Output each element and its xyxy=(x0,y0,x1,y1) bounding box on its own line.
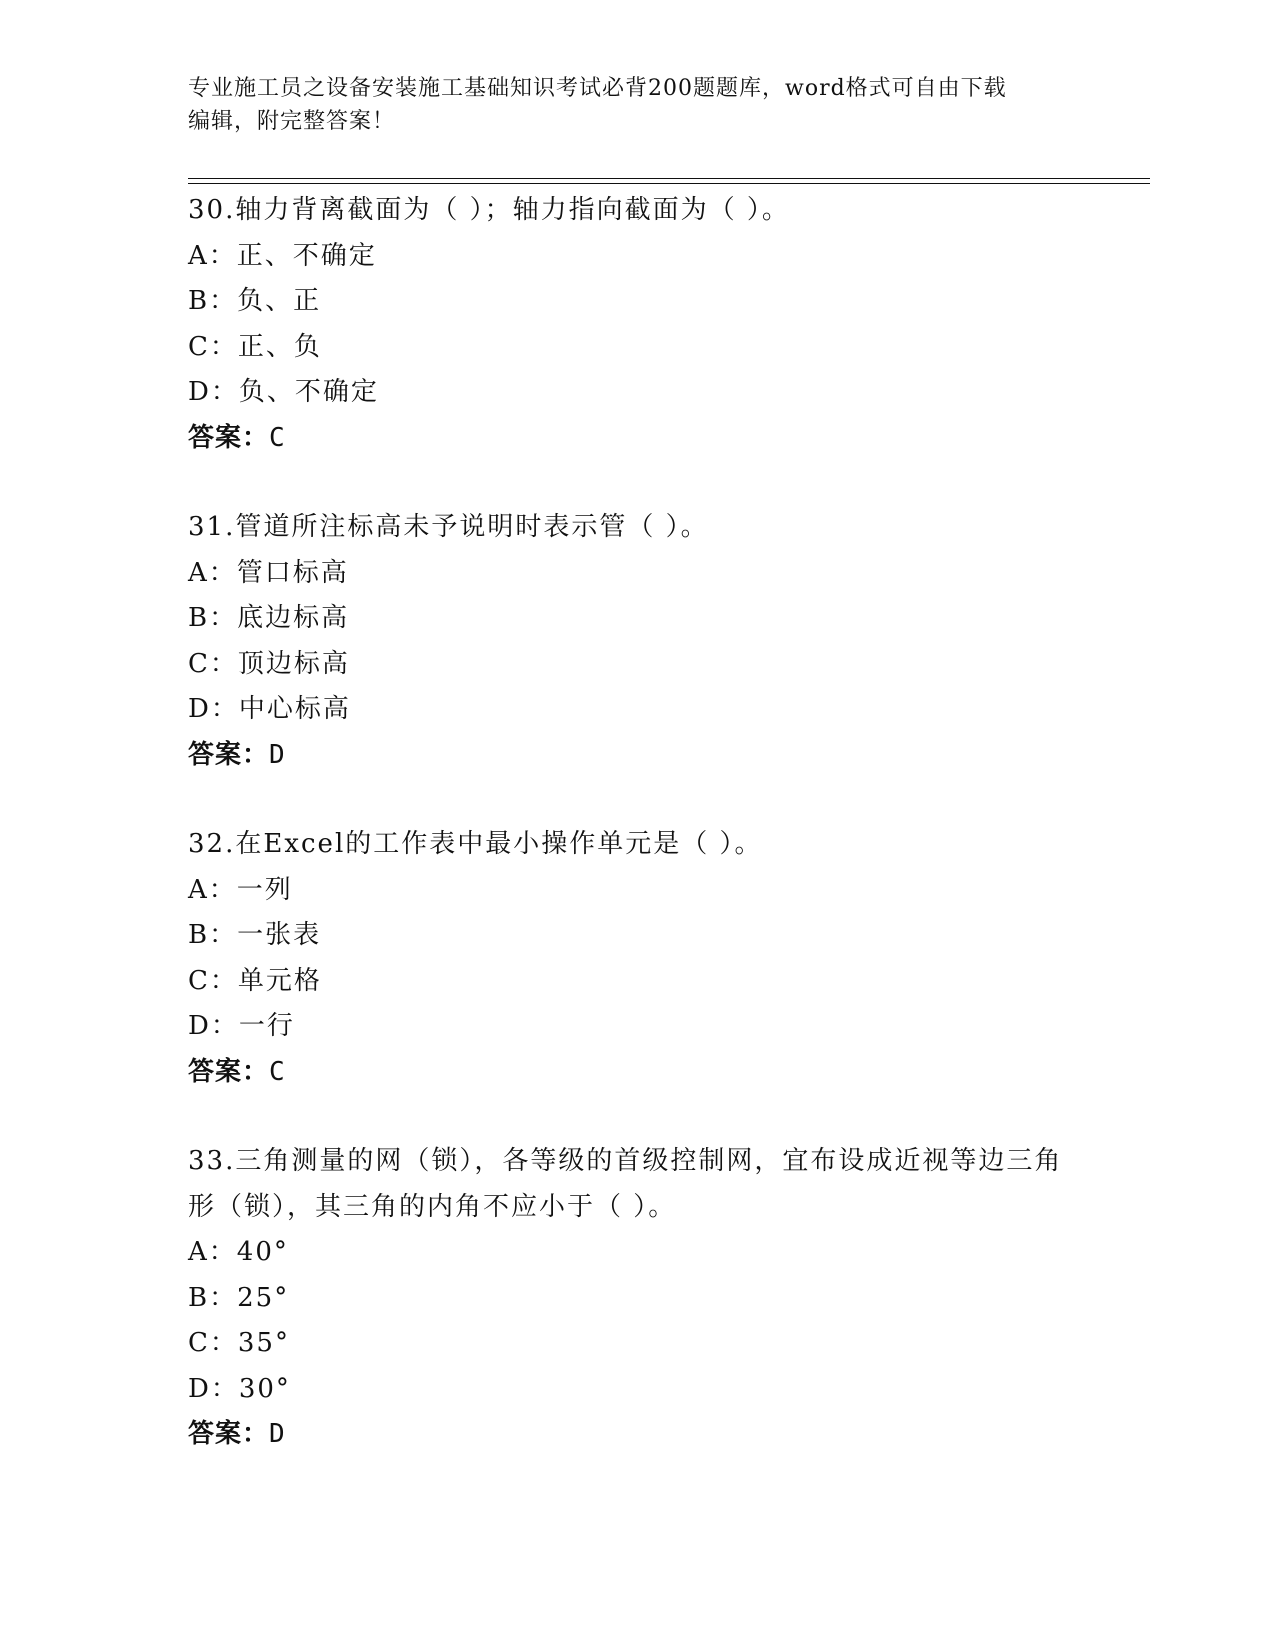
answer-value: D xyxy=(269,1419,286,1449)
option-a: A：一列 xyxy=(188,874,293,905)
answer-label: 答案： xyxy=(188,1419,270,1449)
option-d: D：负、不确定 xyxy=(188,377,379,407)
question-stem: 33.三角测量的网（锁），各等级的首级控制网，宜布设成近视等边三角形（锁），其三角的内角不应小于（ ）。 xyxy=(188,1146,1063,1222)
question-30 xyxy=(188,188,1088,461)
header-line-1: 专业施工员之设备安装施工基础知识考试必背200题题库，word格式可自由下载 xyxy=(188,76,1007,101)
option-a: A：40° xyxy=(188,1237,289,1267)
question-list xyxy=(188,188,1088,1458)
answer-line xyxy=(188,733,1088,779)
option-c: C：顶边标高 xyxy=(188,648,350,679)
option-b: B：一张表 xyxy=(188,920,322,950)
question-33 xyxy=(188,1139,1088,1458)
option-c: C：单元格 xyxy=(188,965,322,996)
answer-line xyxy=(188,416,1088,462)
question-31 xyxy=(188,505,1088,778)
option-b: B：底边标高 xyxy=(188,603,350,633)
answer-value: C xyxy=(269,1056,286,1087)
question-stem: 31.管道所注标高未予说明时表示管（ ）。 xyxy=(188,512,709,542)
option-a: A：正、不确定 xyxy=(188,240,377,271)
header-line-2: 编辑，附完整答案！ xyxy=(188,109,396,134)
option-c: C：35° xyxy=(188,1328,290,1358)
question-stem: 32.在Excel的工作表中最小操作单元是（ ）。 xyxy=(188,829,763,859)
answer-value: C xyxy=(269,422,286,453)
option-b: B：负、正 xyxy=(188,286,322,316)
option-d: D：一行 xyxy=(188,1011,295,1041)
answer-label: 答案： xyxy=(188,1056,270,1087)
answer-value: D xyxy=(269,739,286,770)
option-a: A：管口标高 xyxy=(188,557,349,588)
option-b: B：25° xyxy=(188,1282,290,1313)
answer-line xyxy=(188,1412,1088,1458)
answer-line xyxy=(188,1050,1088,1096)
header-divider xyxy=(188,178,1150,184)
question-stem: 30.轴力背离截面为（ ）；轴力指向截面为（ ）。 xyxy=(188,195,790,225)
option-d: D：中心标高 xyxy=(188,694,351,724)
option-d: D：30° xyxy=(188,1373,291,1404)
answer-label: 答案： xyxy=(188,739,270,770)
question-32 xyxy=(188,822,1088,1095)
answer-label: 答案： xyxy=(188,422,270,453)
option-c: C：正、负 xyxy=(188,331,322,362)
document-header xyxy=(188,72,1088,138)
